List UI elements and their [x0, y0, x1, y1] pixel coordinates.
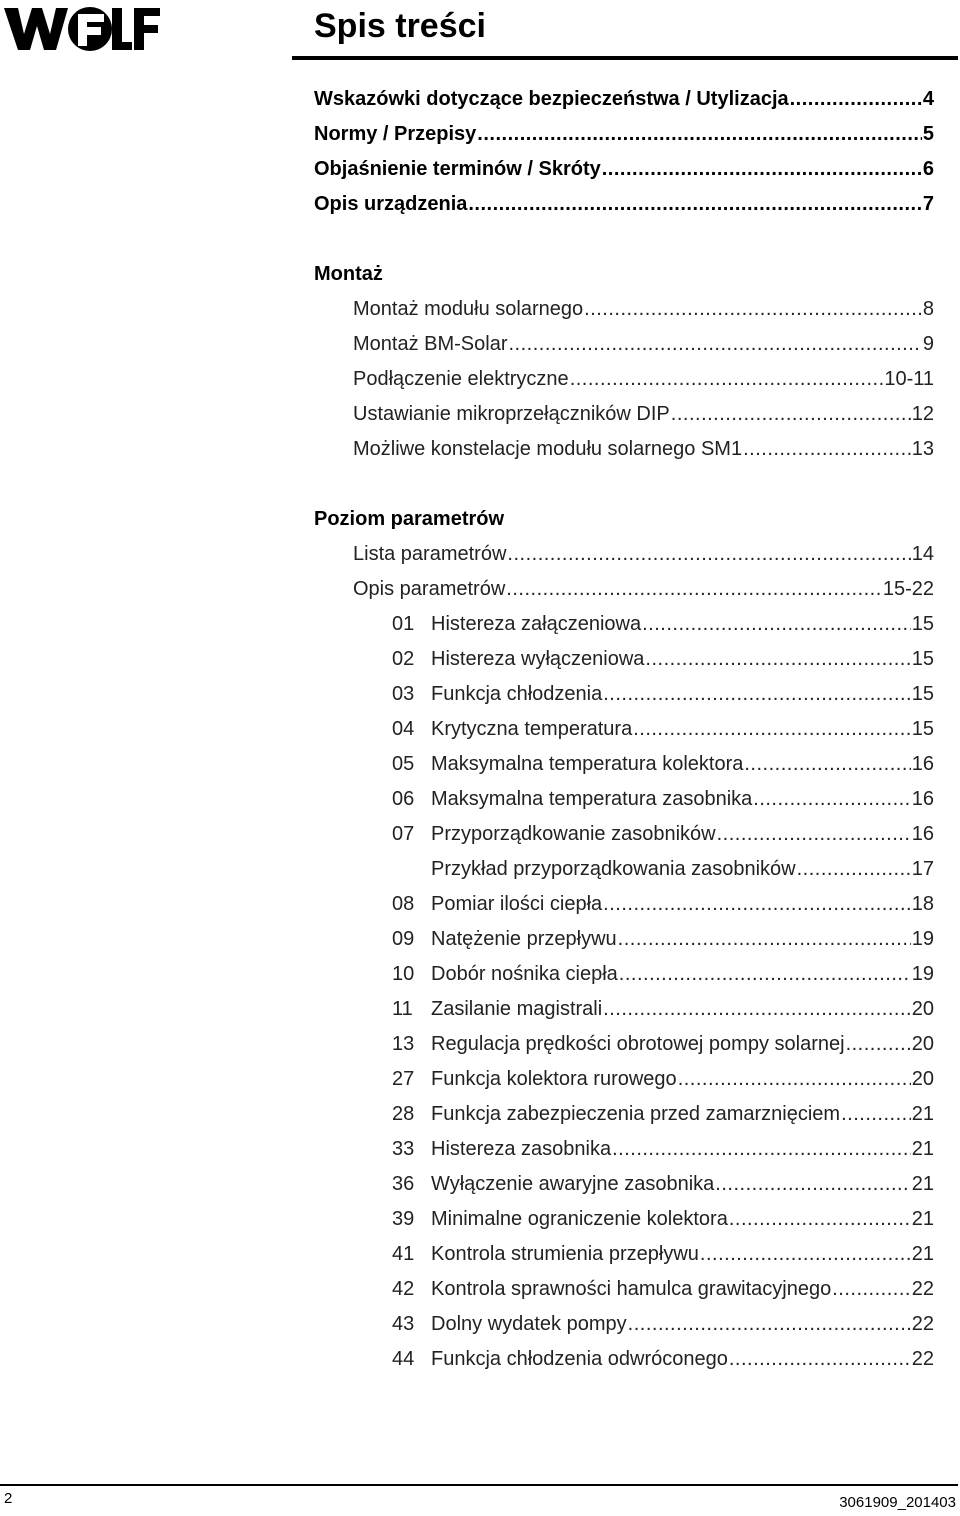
toc-entry-page: 6	[922, 158, 934, 180]
toc-entry-label: Histereza wyłączeniowa	[431, 648, 645, 670]
toc-entry[interactable]	[314, 852, 934, 887]
toc-entry[interactable]	[314, 537, 934, 572]
toc-entry-page: 22	[911, 1348, 934, 1370]
dot-leader	[717, 817, 911, 852]
toc-spacer	[314, 222, 934, 257]
toc-entry[interactable]	[314, 117, 934, 152]
toc-entry-number: 39	[392, 1208, 415, 1230]
dot-leader	[744, 747, 910, 782]
toc-entry[interactable]	[314, 1202, 934, 1237]
dot-leader	[832, 1272, 911, 1307]
toc-entry-page: 22	[911, 1278, 934, 1300]
toc-entry[interactable]	[314, 922, 934, 957]
toc-entry-label: Wskazówki dotyczące bezpieczeństwa / Utylizacja	[314, 88, 789, 110]
dot-leader	[645, 642, 910, 677]
toc-entry-label: Podłączenie elektryczne	[353, 368, 569, 390]
toc-entry-number: 11	[392, 998, 413, 1020]
toc-entry-page: 7	[922, 193, 934, 215]
toc-entry[interactable]	[314, 642, 934, 677]
toc-entry-page: 21	[911, 1208, 934, 1230]
toc-entry-number: 44	[392, 1348, 415, 1370]
dot-leader	[603, 887, 911, 922]
toc-entry[interactable]	[314, 1167, 934, 1202]
toc-entry-page: 18	[911, 893, 934, 915]
toc-entry-label: Dolny wydatek pompy	[431, 1313, 627, 1335]
toc-entry-label: Objaśnienie terminów / Skróty	[314, 158, 601, 180]
toc-entry-number: 42	[392, 1278, 415, 1300]
toc-entry-page: 19	[911, 928, 934, 950]
toc-section-heading: Poziom parametrów	[314, 508, 505, 530]
toc-entry-label: Montaż modułu solarnego	[353, 298, 584, 320]
dot-leader	[477, 117, 922, 152]
toc-entry-label: Funkcja chłodzenia odwróconego	[431, 1348, 728, 1370]
toc-entry[interactable]	[314, 887, 934, 922]
toc-entry-label: Funkcja kolektora rurowego	[431, 1068, 677, 1090]
toc-entry[interactable]	[314, 187, 934, 222]
dot-leader	[468, 187, 922, 222]
toc-entry-number: 43	[392, 1313, 415, 1335]
toc-entry[interactable]	[314, 1272, 934, 1307]
toc-entry[interactable]	[314, 677, 934, 712]
wolf-logo	[4, 4, 160, 52]
toc-entry-label: Maksymalna temperatura zasobnika	[431, 788, 753, 810]
toc-entry-number: 06	[392, 788, 415, 810]
toc-entry-label: Zasilanie magistrali	[431, 998, 603, 1020]
toc-entry-number: 28	[392, 1103, 415, 1125]
dot-leader	[602, 152, 922, 187]
toc-entry-page: 15	[911, 648, 934, 670]
toc-entry-label: Opis urządzenia	[314, 193, 468, 215]
dot-leader	[618, 922, 911, 957]
dot-leader	[506, 572, 882, 607]
dot-leader	[715, 1167, 910, 1202]
toc-entry-number: 02	[392, 648, 415, 670]
toc-entry-label: Ustawianie mikroprzełączników DIP	[353, 403, 670, 425]
document-code: 3061909_201403	[839, 1494, 956, 1511]
toc-entry[interactable]	[314, 747, 934, 782]
toc-entry-page: 19	[911, 963, 934, 985]
toc-entry-label: Histereza załączeniowa	[431, 613, 642, 635]
toc-entry-number: 01	[392, 613, 415, 635]
toc-entry-number: 27	[392, 1068, 415, 1090]
toc-entry[interactable]	[314, 82, 934, 117]
toc-entry[interactable]	[314, 1097, 934, 1132]
toc-entry[interactable]	[314, 992, 934, 1027]
dot-leader	[841, 1097, 911, 1132]
toc-entry[interactable]	[314, 1307, 934, 1342]
dot-leader	[743, 432, 911, 467]
toc-entry-number: 10	[392, 963, 415, 985]
toc-entry-label: Pomiar ilości ciepła	[431, 893, 603, 915]
toc-entry[interactable]	[314, 1342, 934, 1377]
toc-entry-page: 5	[922, 123, 934, 145]
toc-entry[interactable]	[314, 432, 934, 467]
toc-entry[interactable]	[314, 782, 934, 817]
toc-entry-page: 16	[911, 823, 934, 845]
toc-entry-label: Krytyczna temperatura	[431, 718, 633, 740]
toc-entry[interactable]	[314, 1237, 934, 1272]
footer-rule	[0, 1484, 958, 1486]
dot-leader	[729, 1342, 911, 1377]
toc-entry[interactable]	[314, 1027, 934, 1062]
toc-entry-label: Dobór nośnika ciepła	[431, 963, 618, 985]
toc-entry-label: Maksymalna temperatura kolektora	[431, 753, 744, 775]
dot-leader	[797, 852, 911, 887]
toc-entry-page: 10-11	[884, 368, 934, 390]
toc-entry-page: 8	[922, 298, 934, 320]
dot-leader	[642, 607, 911, 642]
toc-entry-page: 15	[911, 683, 934, 705]
toc-entry-page: 14	[911, 543, 934, 565]
toc-entry-page: 15	[911, 718, 934, 740]
dot-leader	[846, 1027, 911, 1062]
toc-entry-label: Regulacja prędkości obrotowej pompy solarnej	[431, 1033, 845, 1055]
toc-entry[interactable]	[314, 397, 934, 432]
toc-entry-page: 21	[911, 1103, 934, 1125]
dot-leader	[584, 292, 922, 327]
toc-entry-page: 4	[922, 88, 934, 110]
toc-entry-label: Montaż BM-Solar	[353, 333, 508, 355]
dot-leader	[790, 82, 922, 117]
toc-entry-label: Kontrola sprawności hamulca grawitacyjnego	[431, 1278, 832, 1300]
toc-entry-label: Przyporządkowanie zasobników	[431, 823, 716, 845]
toc-entry-page: 13	[911, 438, 934, 460]
toc-entry-page: 20	[911, 1068, 934, 1090]
toc-entry-page: 9	[922, 333, 934, 355]
toc-entry[interactable]	[314, 817, 934, 852]
dot-leader	[509, 327, 922, 362]
toc-entry-label: Możliwe konstelacje modułu solarnego SM1	[353, 438, 743, 460]
toc-entry-label: Normy / Przepisy	[314, 123, 477, 145]
toc-entry-page: 22	[911, 1313, 934, 1335]
toc-entry[interactable]	[314, 957, 934, 992]
page-number: 2	[4, 1490, 13, 1507]
toc-entry-number: 03	[392, 683, 415, 705]
toc-entry-number: 08	[392, 893, 415, 915]
toc-entry[interactable]	[314, 607, 934, 642]
dot-leader	[507, 537, 910, 572]
toc-entry[interactable]	[314, 327, 934, 362]
page-title: Spis treści	[314, 7, 486, 45]
dot-leader	[729, 1202, 911, 1237]
toc-entry-page: 21	[911, 1243, 934, 1265]
dot-leader	[700, 1237, 911, 1272]
dot-leader	[603, 992, 911, 1027]
toc-entry-number: 09	[392, 928, 415, 950]
toc-entry-label: Histereza zasobnika	[431, 1138, 612, 1160]
toc-entry-label: Minimalne ograniczenie kolektora	[431, 1208, 728, 1230]
toc-spacer	[314, 467, 934, 502]
toc-entry-page: 20	[911, 998, 934, 1020]
dot-leader	[612, 1132, 911, 1167]
toc-entry-page: 16	[911, 753, 934, 775]
dot-leader	[633, 712, 911, 747]
toc-entry-number: 07	[392, 823, 415, 845]
dot-leader	[570, 362, 884, 397]
toc-entry-label: Przykład przyporządkowania zasobników	[431, 858, 796, 880]
toc-entry-label: Funkcja zabezpieczenia przed zamarznięciem	[431, 1103, 841, 1125]
toc-entry-number: 36	[392, 1173, 415, 1195]
toc-entry-page: 17	[911, 858, 934, 880]
toc-entry-page: 12	[911, 403, 934, 425]
toc-entry-label: Natężenie przepływu	[431, 928, 617, 950]
toc-entry-page: 15	[911, 613, 934, 635]
toc-entry[interactable]	[314, 362, 934, 397]
toc-entry-page: 21	[911, 1138, 934, 1160]
toc-entry-number: 13	[392, 1033, 415, 1055]
dot-leader	[671, 397, 911, 432]
dot-leader	[603, 677, 911, 712]
toc-entry-number: 05	[392, 753, 415, 775]
toc-entry-page: 15-22	[882, 578, 934, 600]
toc-entry-label: Funkcja chłodzenia	[431, 683, 603, 705]
toc-entry-label: Lista parametrów	[353, 543, 507, 565]
toc-entry-label: Kontrola strumienia przepływu	[431, 1243, 699, 1265]
dot-leader	[678, 1062, 911, 1097]
toc-entry-number: 41	[392, 1243, 415, 1265]
dot-leader	[753, 782, 910, 817]
toc-entry[interactable]	[314, 1062, 934, 1097]
toc-entry[interactable]	[314, 572, 934, 607]
toc-entry[interactable]	[314, 1132, 934, 1167]
toc-entry-page: 20	[911, 1033, 934, 1055]
table-of-contents	[314, 82, 934, 1377]
toc-entry-page: 21	[911, 1173, 934, 1195]
toc-section-heading: Montaż	[314, 263, 383, 285]
toc-entry-page: 16	[911, 788, 934, 810]
dot-leader	[619, 957, 911, 992]
toc-entry[interactable]	[314, 712, 934, 747]
toc-entry[interactable]	[314, 292, 934, 327]
toc-entry-number: 33	[392, 1138, 415, 1160]
toc-entry-label: Opis parametrów	[353, 578, 506, 600]
header-rule	[292, 56, 958, 60]
toc-entry-number: 04	[392, 718, 415, 740]
toc-entry-label: Wyłączenie awaryjne zasobnika	[431, 1173, 715, 1195]
dot-leader	[628, 1307, 911, 1342]
toc-entry[interactable]	[314, 152, 934, 187]
